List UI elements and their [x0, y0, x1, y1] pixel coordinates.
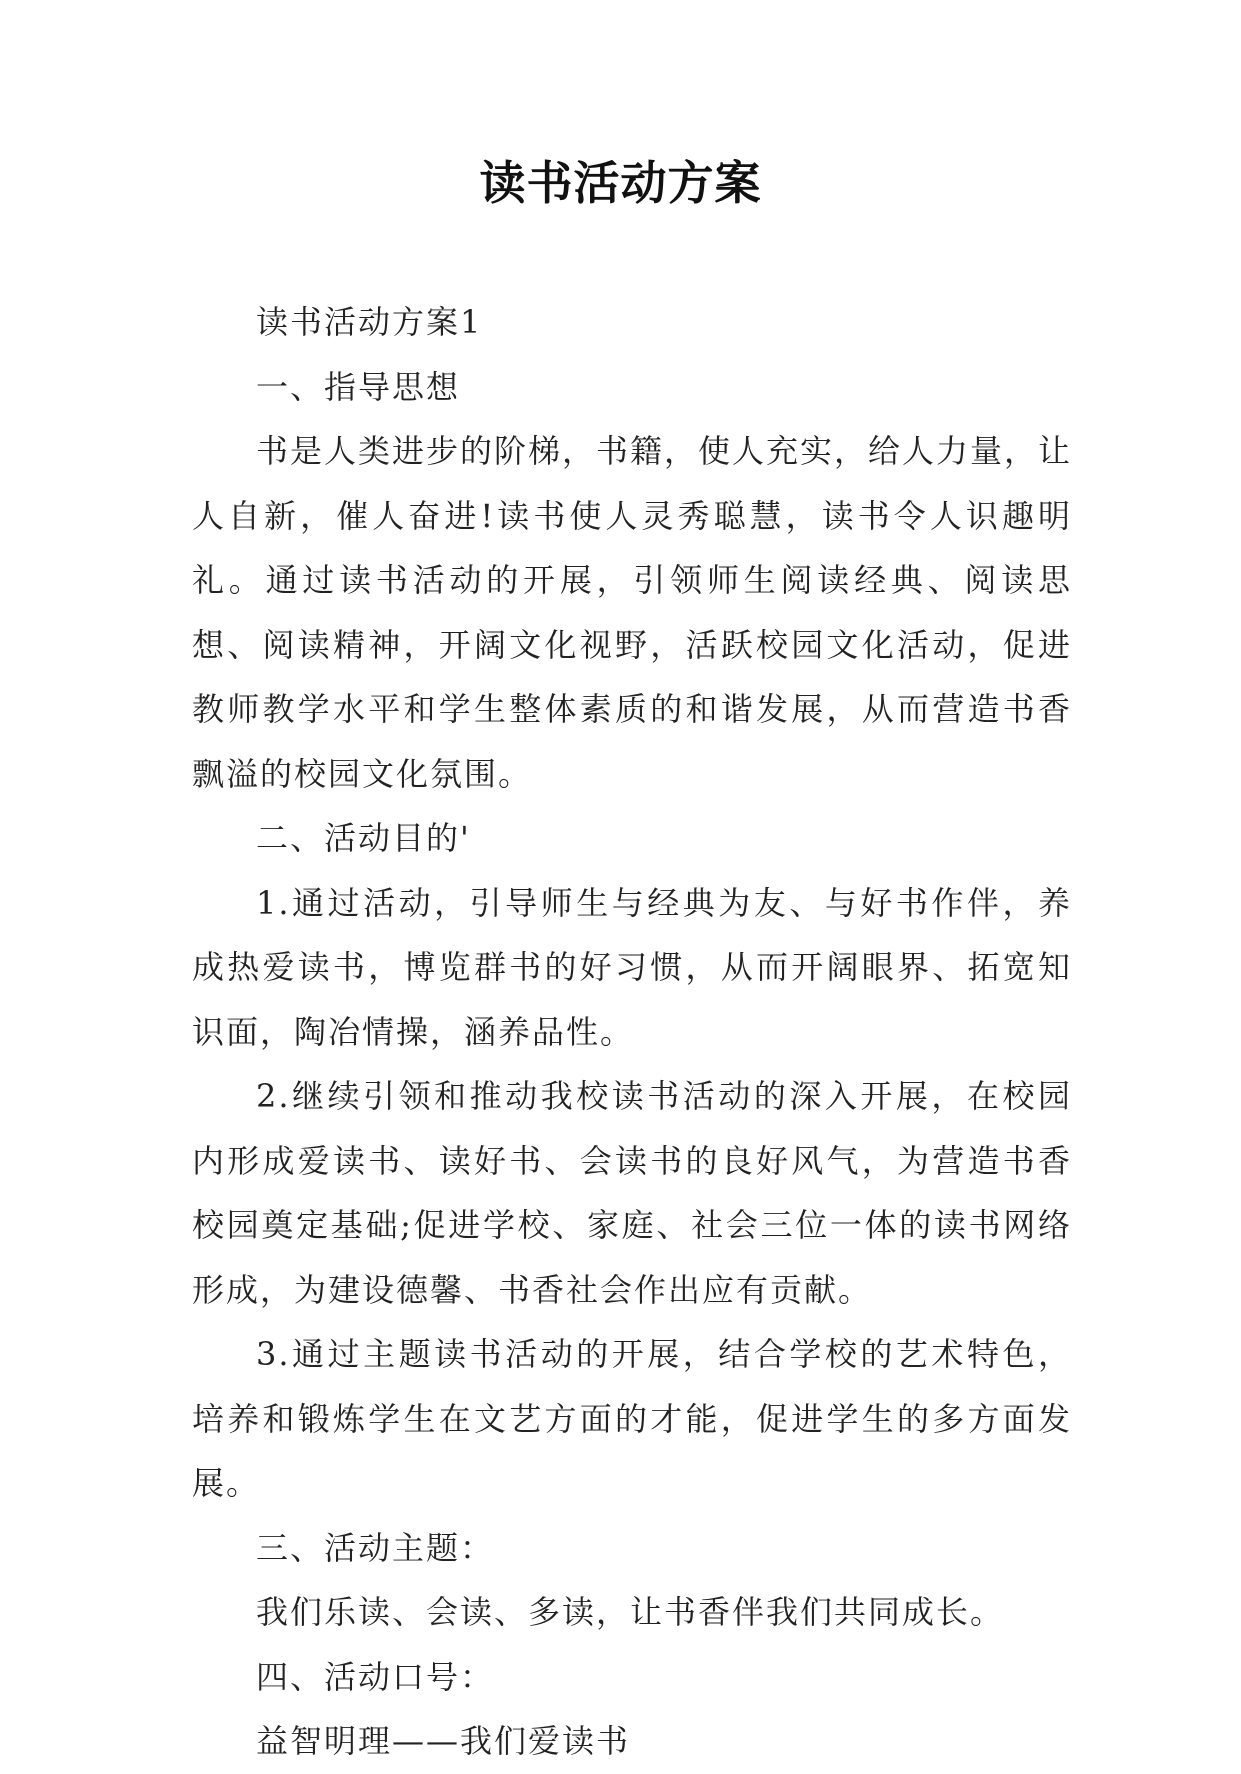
body-paragraph: 我们乐读、会读、多读，让书香伴我们共同成长。: [256, 1593, 1005, 1631]
body-paragraph: 1.通过活动，引导师生与经典为友、与好书作伴，养成热爱读书，博览群书的好习惯，从而开阔眼界、拓宽知识面，陶冶情操，涵养品性。: [192, 883, 1072, 1051]
section-heading: 一、指导思想: [256, 367, 461, 406]
body-paragraph: 2.继续引领和推动我校读书活动的深入开展，在校园内形成爱读书、读好书、会读书的良好风气，为营造书香校园奠定基础;促进学校、家庭、社会三位一体的读书网络形成，为建设德馨、书香社会作出应有贡献。: [192, 1077, 1072, 1309]
section-heading: 读书活动方案1: [256, 303, 483, 341]
body-paragraph: 书是人类进步的阶梯，书籍，使人充实，给人力量，让人自新，催人奋进!读书使人灵秀聪慧，读书令人识趣明礼。通过读书活动的开展，引领师生阅读经典、阅读思想、阅读精神，开阔文化视野，活跃校园文化活动，促进教师教学水平和学生整体素质的和谐发展，从而营造书香飘溢的校园文化氛围。: [192, 432, 1073, 793]
section-heading: 三、活动主题：: [256, 1528, 495, 1567]
section-heading: 四、活动口号：: [256, 1657, 495, 1696]
body-paragraph: 3.通过主题读书活动的开展，结合学校的艺术特色，培养和锻炼学生在文艺方面的才能，促进学生的多方面发展。: [192, 1335, 1072, 1502]
document-title: 读书活动方案: [479, 156, 762, 210]
body-paragraph: 益智明理——我们爱读书: [256, 1722, 631, 1760]
section-heading: 二、活动目的': [256, 819, 471, 857]
document-body: [192, 290, 1072, 1774]
